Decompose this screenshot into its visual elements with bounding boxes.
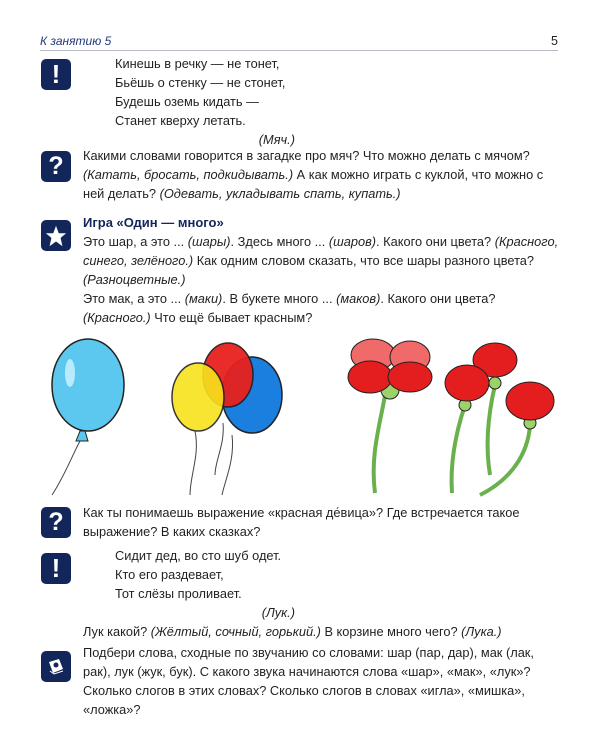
paragraph-balloons [83, 232, 563, 289]
answer: (шары) [187, 234, 231, 249]
answer-text: (Одевать, укладывать спать, купать.) [159, 186, 401, 201]
star-icon [41, 220, 71, 251]
riddle-line: Сидит дед, во сто шуб одет. [115, 548, 282, 563]
answer: (маков) [336, 291, 381, 306]
question-ball [83, 146, 563, 203]
question-text: А как можно играть с куклой, что можно с ней делать? [83, 167, 544, 201]
answer: (шаров) [328, 234, 377, 249]
answer-text: (Жёлтый, сочный, горький.) [150, 624, 321, 639]
game-title: Игра «Один — много» [83, 215, 224, 230]
text: . Какого они цвета? [380, 291, 496, 306]
three-balloons [172, 343, 282, 495]
text: Это мак, а это ... [83, 291, 185, 306]
riddle-line: Кинешь в речку — не тонет, [115, 56, 280, 71]
question-text: Какими словами говорится в загадке про мяч? Что можно делать с мячом? [83, 148, 530, 163]
text: Это шар, а это ... [83, 234, 188, 249]
riddle-onion [115, 546, 295, 622]
task-similar-words: Подбери слова, сходные по звучанию со словами: шар (пар, дар), мак (лак, рак), лук (жук, бук). С какого звука начинаются слова «шар», «мак», «лук»? Сколько слогов в этих словах? Сколько слогов в словах «игла», «мишка», «ложка»? [83, 645, 534, 717]
question-red-maiden: Как ты понимаешь выражение «красная де́вица»? Где встречается такое выражение? В каких сказках? [83, 505, 520, 539]
answer: (Красного.) [83, 310, 151, 325]
answer: (Разноцветные.) [83, 272, 186, 287]
exclamation-icon: ! [41, 553, 71, 584]
question-icon: ? [41, 151, 71, 182]
question-text: В корзине много чего? [320, 624, 462, 639]
text: . Здесь много ... [230, 234, 329, 249]
book-icon [41, 651, 71, 682]
answer: (маки) [184, 291, 223, 306]
text: . В букете много ... [222, 291, 337, 306]
answer: (Красного, синего, зелёного.) [83, 234, 559, 268]
question-text: Лук какой? [83, 624, 151, 639]
riddle-answer: (Лук.) [261, 605, 295, 620]
riddle-answer: (Мяч.) [258, 132, 295, 147]
page-number: 5 [551, 34, 558, 48]
balloons-and-poppies-illustration [40, 335, 560, 500]
exclamation-icon: ! [41, 59, 71, 90]
riddle-line: Станет кверху летать. [115, 113, 246, 128]
answer-text: (Лука.) [461, 624, 502, 639]
text: Что ещё бывает красным? [150, 310, 313, 325]
text: . Какого они цвета? [376, 234, 495, 249]
riddle-line: Кто его раздевает, [115, 567, 224, 582]
section-title: К занятию 5 [40, 34, 112, 48]
text: Как одним словом сказать, что все шары разного цвета? [193, 253, 535, 268]
riddle-line: Бьёшь о стенку — не стонет, [115, 75, 286, 90]
red-poppy [348, 339, 432, 493]
question-onion [83, 622, 563, 641]
paragraph-poppies [83, 289, 563, 327]
riddle-ball [115, 54, 295, 149]
page-header [40, 34, 558, 51]
answer-text: (Катать, бросать, подкидывать.) [83, 167, 294, 182]
three-poppies [445, 343, 554, 495]
riddle-line: Тот слёзы проливает. [115, 586, 242, 601]
riddle-line: Будешь оземь кидать — [115, 94, 259, 109]
game-one-many [83, 213, 563, 327]
blue-balloon [52, 339, 124, 495]
question-icon: ? [41, 507, 71, 538]
